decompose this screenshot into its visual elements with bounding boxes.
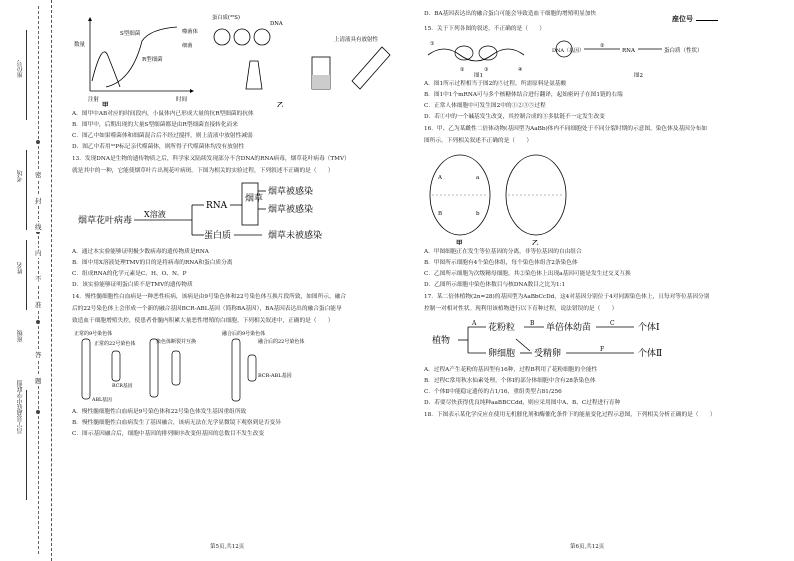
fused-chr22-label: 融合后的22号染色体 (258, 339, 305, 345)
q16-option-c: C．乙图所示细胞为次级精母细胞，其②染色体上出现a基因可能是发生过交叉互换 (424, 271, 631, 277)
seal-dot (36, 140, 40, 144)
right-column (424, 8, 776, 423)
figure-jia-label: 甲 (102, 101, 109, 107)
tmv-virus-label: 烟草花叶病毒 (78, 216, 133, 226)
fig15-num-4: ④ (518, 67, 523, 73)
q16-option-a: A．甲图细胞正在发生等位基因的分离，非等位基因的自由组合 (424, 249, 582, 255)
dna-gene-label: DNA（基因） (552, 48, 584, 54)
binding-margin (0, 0, 52, 561)
figure-q15-svg (424, 37, 776, 77)
q14-option-d: D．BA基因表达出的融合蛋白可能会导致造血干细胞的增殖明显加快 (424, 11, 597, 17)
seat-number-label: 座位号 (17, 60, 24, 78)
figure-yi-label: 乙 (277, 101, 284, 107)
seal-char: 答 (35, 351, 42, 359)
figure-q17-svg (424, 317, 776, 363)
q14-option-a: A．慢性髓细胞性白血病是9号染色体和22号染色体发生基因重组所致 (72, 409, 247, 415)
figure-q13 (72, 179, 404, 245)
gene-label-a: a (476, 175, 480, 181)
seal-dot (36, 320, 40, 324)
q17-option-a: A．过程A产生花粉的基因型有16种，过程B利用了花粉细胞的全能性 (424, 367, 598, 373)
left-column (72, 8, 404, 441)
plant-label: 植物 (432, 336, 451, 346)
bcr-abl-gene-label: BCR-ABL基因 (258, 373, 292, 379)
q12-option-c: C．图乙中如果噬菌体和细菌混合后不经过搅拌，则上清液中放射性减弱 (72, 133, 253, 139)
process-a-label: A (472, 320, 477, 327)
dna-label: DNA (270, 21, 283, 27)
seal-char: 不 (35, 275, 42, 283)
seat-number-header: 座位号 (672, 14, 718, 24)
name-line (26, 240, 27, 310)
abl-gene-label: ABL基因 (92, 398, 112, 403)
x-axis-label: 时间 (176, 97, 188, 103)
fig16-yi-label: 乙 (532, 239, 539, 245)
page-footer-right: 第6页,共12页 (570, 544, 605, 550)
q15-option-d: D．若①中的一个碱基发生改变，其控制合成的③多肽链不一定发生改变 (424, 114, 605, 120)
figure-q16 (424, 149, 776, 245)
fig16-jia-label: 甲 (456, 239, 463, 245)
exam-room-label: 考场 (17, 170, 24, 182)
figure-q14 (72, 329, 404, 405)
q15-option-a: A．图1所示过程相当于图2的⑤过程，所需原料是氨基酸 (424, 81, 567, 87)
q15-option-c: C．正常人体细胞中可发生图2中的①②③⑤过程 (424, 103, 546, 109)
figure-q12 (72, 11, 404, 107)
q14-option-b: B．慢性髓细胞性白血病发生了基因融合，该病无法在光学显微镜下观察到是否变异 (72, 420, 281, 426)
zygote-label: 受精卵 (534, 349, 562, 359)
process-b-label: B (530, 320, 535, 327)
q14-stem-line2: 后的22号染色体上会形成一个新的融合基因BCR-ABL基因（简称BA基因），BA基因表达出的融合蛋白能导 (72, 306, 342, 312)
q12-option-d: D．图乙中若用³²P标记亲代噬菌体，则所得子代噬菌体均没有放射性 (72, 144, 245, 150)
bacteria-label: 细菌 (182, 43, 193, 49)
inject-label: 注射 (88, 97, 100, 103)
q17-stem-line2: 控制一对相对性状。现利用该植物进行以下育种过程，说法错误的是（ ） (424, 306, 618, 312)
individual-1-label: 个体Ⅰ (638, 323, 660, 333)
haploid-seedling-label: 单倍体幼苗 (546, 323, 592, 333)
seal-char: 题 (35, 377, 42, 385)
seal-char: 线 (35, 223, 42, 231)
q16-stem-line1: 16．甲、乙为某雌性二倍体动物(基因型为AaBb)体内不同细胞处于不同分裂时期的示意图，染色体及基因分布如 (424, 126, 707, 132)
process-f-label: F (600, 346, 605, 353)
q14-stem-line3: 致造血干细胞增殖失控，使患者骨髓内积累大量恶性增殖的白细胞。下列相关叙述中，正确的是（ ） (72, 318, 334, 324)
q13-option-d: D．该实验能够证明蛋白质不是TMV的遗传物质 (72, 282, 193, 288)
figure-q15 (424, 37, 776, 77)
figure-q14-svg (72, 329, 404, 405)
exam-room-line (26, 150, 27, 230)
fused-chr9-label: 融合后的9号染色体 (222, 331, 266, 337)
seal-char: 内 (35, 249, 42, 257)
q17-option-c: C．个体Ⅱ中能稳定遗传的占1/16，重组类型占81/256 (424, 389, 562, 395)
seal-char: 封 (35, 197, 42, 205)
r-curve-label: R型细菌 (142, 57, 163, 63)
phage-label: 噬菌体 (182, 29, 198, 35)
q14-stem-line1: 14．慢性髓细胞性白血病是一种恶性疾病，该病是由9号染色体和22号染色体互换片段所致，如图所示，融合 (72, 294, 347, 300)
q13-option-c: C．组成RNA的化学元素是C、H、O、N、P (72, 271, 187, 277)
pollen-label: 花粉粒 (488, 323, 516, 333)
supernatant-result-label: 上清液具有放射性 (334, 37, 379, 43)
process-c-label: C (610, 320, 615, 327)
seal-char: 密 (35, 171, 42, 179)
tobacco-not-infected-label: 烟草未被感染 (268, 231, 323, 241)
protein-label: 蛋白质 (204, 231, 232, 241)
gene-label-b: b (476, 211, 480, 217)
individual-2-label: 个体Ⅱ (638, 349, 663, 359)
rna-label: RNA (206, 201, 228, 211)
seat-number-line (26, 30, 27, 120)
q15-stem: 15．关于下列各图的叙述，不正确的是（ ） (424, 26, 545, 32)
q17-option-d: D．若要尽快获得优良纯种aaBBCCdd，则应采用图中A、B、C过程进行育种 (424, 400, 621, 406)
school-line (26, 390, 27, 500)
fig15-figure1-label: 图1 (474, 73, 483, 77)
seal-char: 准 (35, 301, 42, 309)
fig15-num-2: ② (460, 67, 465, 73)
figure-q12-svg (72, 11, 404, 107)
q16-stem-line2: 图所示。下列相关叙述不正确的是（ ） (424, 138, 533, 144)
egg-cell-label: 卵细胞 (488, 349, 516, 359)
q17-stem-line1: 17．某二倍体植物(2n=28)的基因型为AaBbCcDd，这4对基因分别位于4对同源染色体上，且每对等位基因分别 (424, 294, 710, 300)
bcr-gene-label: BCR基因 (112, 384, 133, 389)
name-label: 姓名 (17, 262, 24, 274)
figure-q17 (424, 317, 776, 363)
figure-q16-svg (424, 149, 776, 245)
q16-option-d: D．乙图所示细胞中染色体数目与核DNA数目之比为1:1 (424, 282, 566, 288)
page-footer-left: 第5页,共12页 (210, 544, 245, 550)
seal-dot (36, 410, 40, 414)
protein-35s-label: 蛋白质(³⁵S) (212, 15, 240, 21)
fig15-num-3: ③ (484, 67, 489, 73)
tobacco-box-label: 烟草 (245, 194, 264, 204)
q16-option-b: B．甲图所示细胞有4个染色体组，每个染色体组含2条染色体 (424, 260, 578, 266)
normal-chr9-label: 正常的9号染色体 (74, 331, 113, 337)
q13-option-b: B．图中用X溶液处理TMV的目的是将病毒的RNA和蛋白质分离 (72, 260, 233, 266)
tobacco-infected-label-2: 烟草被感染 (268, 205, 314, 215)
fig15-figure2-label: 图2 (634, 73, 643, 77)
q13-option-a: A．通过本实验能够证明极少数病毒的遗传物质是RNA (72, 249, 209, 255)
fig15-rna-label: RNA (622, 48, 635, 54)
q13-stem-line1: 13．发现DNA是生物的遗传物质之后，科学家又陆续发现部分不含DNA的RNA病毒，烟草花叶病毒（TMV） (72, 156, 350, 162)
gene-label-A: A (438, 175, 442, 181)
normal-chr22-label: 正常的22号染色体 (94, 341, 136, 347)
fig15-arrow-num: ② (600, 43, 605, 49)
school-label: 昌宁县勐底中学联盟 (17, 380, 24, 434)
gene-label-B: B (438, 211, 443, 217)
s-curve-label: S型细菌 (120, 31, 141, 37)
q12-option-a: A．图甲中AB对应的时间段内，小鼠体内已形成大量的抗R型细菌的抗体 (72, 111, 254, 117)
class-label: 班级 (17, 330, 24, 342)
q14-option-c: C．图示基因融合后，细胞中基因的排列顺序改变但基因的总数目不发生改变 (72, 431, 265, 437)
tobacco-infected-label-1: 烟草被感染 (268, 187, 314, 197)
x-solution-label: X溶液 (144, 210, 166, 219)
y-axis-label: 数量 (74, 42, 86, 48)
fig15-num-1: ① (430, 41, 435, 47)
q13-stem-line2: 就是其中的一种，它能使烟草叶片出现花叶病斑。下图为相关的实验过程，下列叙述不正确的是（ ） (72, 168, 334, 174)
q15-option-b: B．图1中1个mRNA可与多个核糖体结合进行翻译，起始密码子在图1链的右端 (424, 92, 623, 98)
break-exchange-label: 染色体断裂并互换 (156, 339, 197, 345)
figure-q13-svg (72, 179, 404, 245)
q18-stem: 18．下图表示某化学反应在使用无机催化剂和酶催化条件下的能量变化过程示意图，下列相关分析正确的是（ ） (424, 412, 716, 418)
fig15-protein-label: 蛋白质（性状） (664, 48, 703, 54)
q17-option-b: B．过程C常用秋水仙素处理，个体Ⅰ的部分体细胞中含有28条染色体 (424, 378, 596, 384)
q12-option-b: B．图甲中，后期出现的大量S型细菌都是由R型细菌直接转化而来 (72, 122, 238, 128)
